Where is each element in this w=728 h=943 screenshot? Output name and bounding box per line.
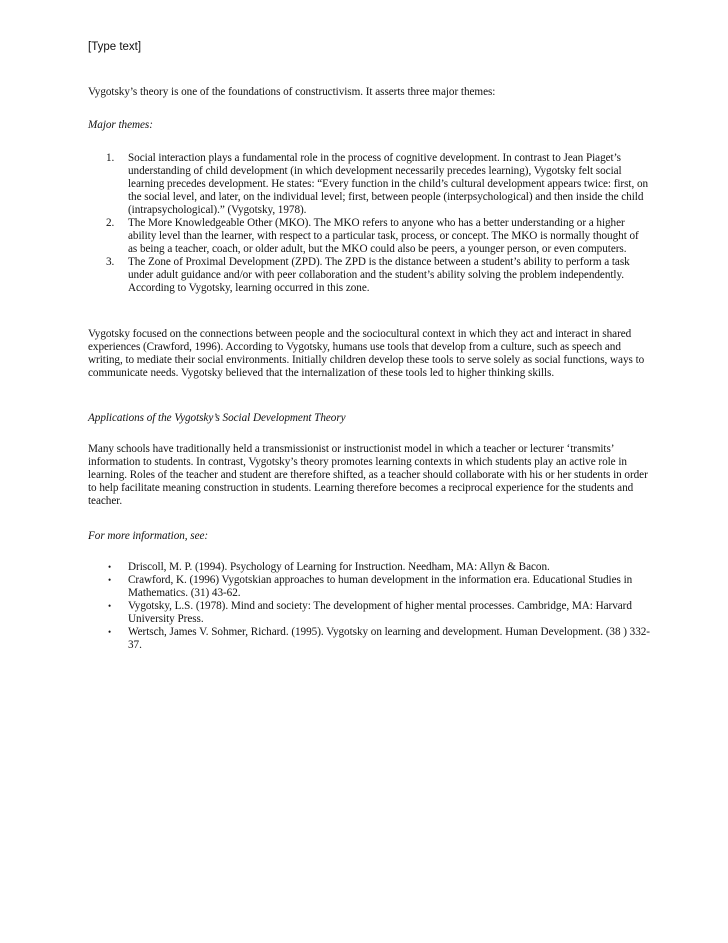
applications-paragraph: Many schools have traditionally held a transmissionist or instructionist model in which a teacher or lecturer ‘transmits’ information to students. In contrast, Vygotsky’s theory promotes learning contexts in which students play an active role in learning. Roles of the teacher and student are therefore shifted, as a teacher should collaborate with his or her students in order to help facilitate meaning construction in students. Learning therefore becomes a reciprocal experience for the students and teacher. <box>88 443 648 507</box>
references-list <box>88 561 650 652</box>
sociocultural-paragraph: Vygotsky focused on the connections between people and the sociocultural context in which they act and interact in shared experiences (Crawford, 1996). According to Vygotsky, humans use tools that develop from a culture, such as speech and writing, to mediate their social environments. Initially children develop these tools to serve solely as social functions, ways to communicate needs. Vygotsky believed that the internalization of these tools led to higher thinking skills. <box>88 328 645 379</box>
bullet-icon: • <box>108 601 112 611</box>
reference-text: Driscoll, M. P. (1994). Psychology of Learning for Instruction. Needham, MA: Allyn & Bacon. <box>128 561 550 573</box>
reference-item-4 <box>88 626 650 652</box>
theme-number: 1. <box>106 152 115 164</box>
theme-number: 3. <box>106 256 115 268</box>
theme-number: 2. <box>106 217 115 229</box>
bullet-icon: • <box>108 627 112 637</box>
applications-heading: Applications of the Vygotsky’s Social Development Theory <box>88 412 346 424</box>
reference-item-1 <box>88 561 650 574</box>
page-header: [Type text] <box>88 41 142 53</box>
reference-item-3 <box>88 600 650 626</box>
bullet-icon: • <box>108 575 112 585</box>
intro-paragraph: Vygotsky’s theory is one of the foundations of constructivism. It asserts three major themes: <box>88 86 496 98</box>
reference-text: Vygotsky, L.S. (1978). Mind and society: The development of higher mental processes. Cambridge, MA: Harvard University Press. <box>128 600 632 625</box>
bullet-icon: • <box>108 562 112 572</box>
theme-item-2 <box>88 217 650 256</box>
major-themes-heading: Major themes: <box>88 119 153 131</box>
reference-item-2 <box>88 574 650 600</box>
theme-item-3 <box>88 256 650 295</box>
reference-text: Wertsch, James V. Sohmer, Richard. (1995). Vygotsky on learning and development. Human Development. (38 ) 332-37. <box>128 626 650 651</box>
more-info-heading: For more information, see: <box>88 530 209 542</box>
theme-item-1 <box>88 152 650 217</box>
reference-text: Crawford, K. (1996) Vygotskian approaches to human development in the information era. Educational Studies in Mathematics. (31) 43-62. <box>128 574 633 599</box>
theme-text: The More Knowledgeable Other (MKO). The MKO refers to anyone who has a better understanding or a higher ability level than the learner, with respect to a particular task, process, or concept. The MKO is normally thought of as being a teacher, coach, or older adult, but the MKO could also be peers, a younger person, or even computers. <box>128 217 639 255</box>
themes-list <box>88 152 650 295</box>
theme-text: Social interaction plays a fundamental role in the process of cognitive development. In contrast to Jean Piaget’s understanding of child development (in which development necessarily precedes learning), Vygotsky felt social learning precedes development. He states: “Every function in the child’s cultural development appears twice: first, on the social level, and later, on the individual level; first, between people (interpsychological) and then inside the child (intrapsychological).” (Vygotsky, 1978). <box>128 152 649 216</box>
theme-text: The Zone of Proximal Development (ZPD). The ZPD is the distance between a student’s ability to perform a task under adult guidance and/or with peer collaboration and the student’s ability solving the problem independently. According to Vygotsky, learning occurred in this zone. <box>128 256 630 294</box>
